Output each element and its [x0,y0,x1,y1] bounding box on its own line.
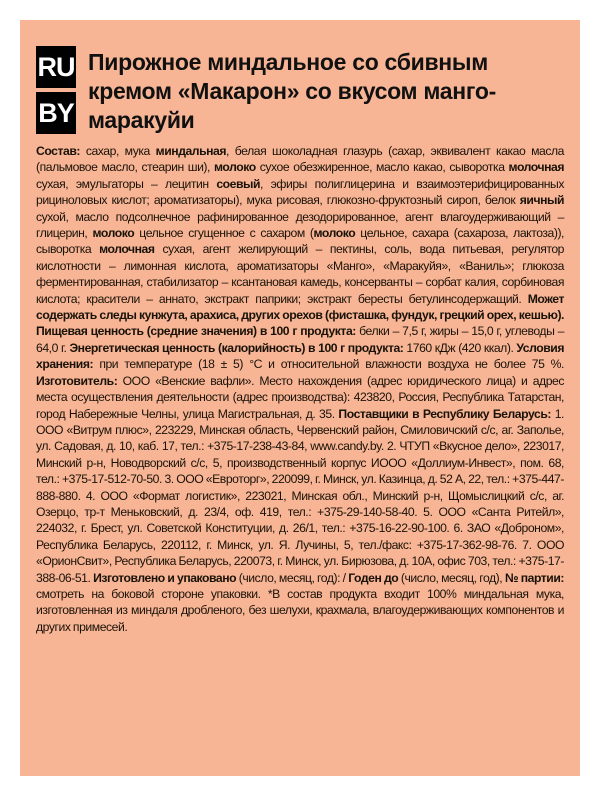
body-bold-segment: соевый [216,176,261,191]
body-text-segment: смотреть на боковой стороне упаковки. *В состав продукта входит 100% миндальная мука, изготовленная из миндаля дробленого, без шелухи, крахмала, влагоудерживающих компонентов и других примесей. [36,586,564,634]
body-text-segment: , белая шоколадная глазурь (сахар, эквивалент какао масла (пальмовое масло, стеарин ши), [36,144,564,175]
country-code-ru: RU [36,46,76,88]
body-text-segment: сухой, масло подсолнечное рафинированное дезодорированное, агент влагоудерживающий – глицерин, [36,209,564,241]
country-codes [36,46,76,134]
product-label [20,20,580,776]
body-text-segment: сахар, мука [80,144,156,158]
body-text-segment: цельное, сахара (сахароза, лактоза)), сыворотка [36,226,564,257]
body-bold-segment: молоко [92,226,135,241]
label-body-text [36,143,564,635]
body-bold-segment: № партии: [504,570,565,585]
label-header [36,46,564,135]
body-text-segment: сухое обезжиренное, масло какао, сыворотка [255,160,509,175]
body-bold-segment: молочная [99,242,155,257]
country-code-by: BY [36,92,76,134]
body-bold-segment: молоко [313,226,356,241]
body-bold-segment: Может содержать следы кунжута, арахиса, других орехов (фисташка, фундук, грецкий орех, кешью). Пищевая ценность (средние значения) в 100 г продукта: [36,291,564,339]
body-bold-segment: Состав: [36,144,81,158]
body-bold-segment: молочная [508,160,564,175]
body-bold-segment: Энергетическая ценность (калорийность) в 100 г продукта: [69,340,404,355]
body-bold-segment: Изготовитель: [36,373,118,388]
body-bold-segment: Условия хранения: [36,340,564,372]
body-text-segment: сухая, эмульгаторы – лецитин [36,176,217,191]
body-bold-segment: молоко [214,160,256,175]
product-title: Пирожное миндальное со сбивным кремом «Макарон» со вкусом манго-маракуйи [88,49,496,133]
body-text-segment: цельное сгущенное с сахаром ( [134,226,314,241]
body-bold-segment: Изготовлено и упаковано [93,570,237,585]
body-bold-segment: миндальная [155,144,227,158]
body-text-segment: при температуре (18 ± 5) °С и относительной влажности воздуха не более 75 %. [93,357,564,372]
body-bold-segment: яичный [519,193,564,208]
body-text-segment: , эфиры полиглицерина и взаимоэтерифицированных рициноловых кислот; ароматизаторы), мука рисовая, глюкозно-фруктозный сироп, белок [36,176,564,208]
body-text-segment: (число, месяц, год), [398,570,505,585]
body-text-segment: белки – 7,5 г, жиры – 15,0 г, углеводы – 64,0 г. [36,324,564,355]
body-text-segment: ООО «Венские вафли». Место нахождения (адрес юридического лица) и адрес места осуществления деятельности (адрес производства): 423820, Россия, Республика Татарстан, город Набережные Челны, улица Магистральная, д. 35. [36,373,564,421]
body-text-segment: сухая, агент желирующий – пектины, соль, вода питьевая, регулятор кислотности – лимонная кислота, ароматизаторы «Манго», «Маракуйя», «Ваниль»; глюкоза ферментированная, стабилизатор – ксантановая камедь, консерванты – сорбат калия, сорбиновая кислота; красители – аннато, экстракт паприки; экстракт бересты бетулинсодержащий. [36,242,565,306]
body-text-segment: 1. ООО «Витрум плюс», 223229, Минская область, Червенский район, Смиловичский с/с, аг. Заполье, ул. Садовая, д. 10, каб. 17, тел.: +375-17-238-43-84, www.candy.by. 2. ЧТУП «Вкусное дело», 223017, Минский р-н, Новодворский с/с, 5, производственный корпус ИООО «Доллиум-Инвест», пом. 68, тел.: +375-17-512-70-50. 3. ООО «Евроторг», 220099, г. Минск, ул. Казинца, д. 52 А, 22, тел.: +375-447-888-880. 4. ООО «Формат логистик», 223021, Минская обл., Минский р-н, Щомыслицкий с/с, аг. Озерцо, тр-т Меньковский, д. 23/4, оф. 419, тел.: +375-29-140-58-40. 5. ООО «Санта Ритейл», 224032, г. Брест, ул. Советской Конституции, д. 26/1, тел.: +375-16-22-90-100. 6. ЗАО «Доброном», Республика Беларусь, 220112, г. Минск, ул. Я. Лучины, 5, тел./факс: +375-17-362-98-76. 7. ООО «ОрионСвит», Республика Беларусь, 220073, г. Минск, ул. Бирюзова, д. 10А, офис 703, тел.: +375-17-388-06-51. [36,406,564,585]
body-bold-segment: Годен до [348,570,399,585]
body-bold-segment: Поставщики в Республику Беларусь: [338,406,551,421]
body-text-segment: 1760 кДж (420 ккал). [403,340,517,355]
body-text-segment: (число, месяц, год): / [236,570,349,585]
